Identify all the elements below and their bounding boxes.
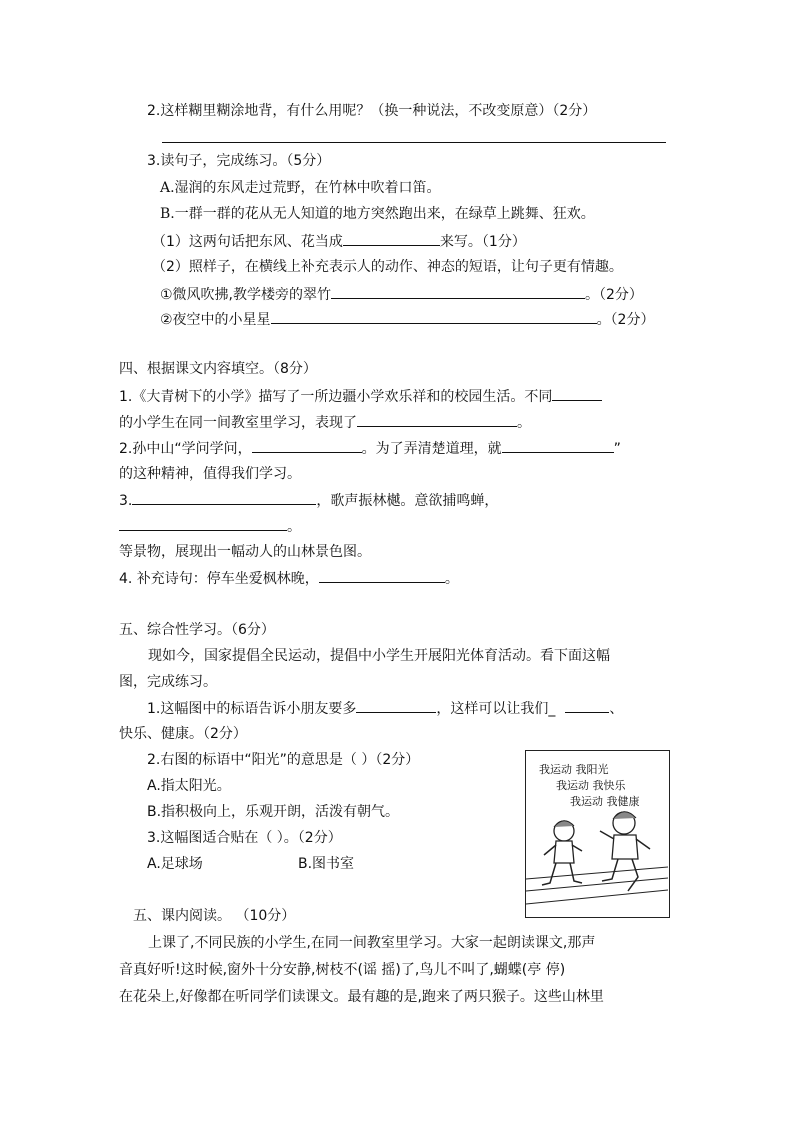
sec4-line3-mid: 。为了弄清楚道理，就	[361, 441, 502, 457]
sec4-line1-blank[interactable]	[552, 386, 602, 401]
sec4-line6-post: 。	[287, 519, 301, 535]
q3-item1-post: 。（2分）	[585, 287, 643, 303]
sports-cartoon	[525, 750, 670, 918]
sec6-para-line2: 音真好听!这时候,窗外十分安静,树枝不(谣 摇)了,鸟儿不叫了,蝴蝶(亭 停)	[119, 962, 566, 978]
q3-item2-blank[interactable]	[271, 309, 597, 324]
cartoon-slogan-3: 我运动 我健康	[570, 795, 640, 808]
sec5-q1-mid: ，这样可以让我们_	[436, 701, 556, 717]
sec4-line2-blank[interactable]	[357, 412, 517, 427]
sec5-q1-blank2[interactable]	[565, 698, 609, 713]
q3-sentence-b: B.一群一群的花从无人知道的地方突然跑出来，在绿草上跳舞、狂欢。	[160, 206, 595, 222]
sec4-line2	[119, 412, 531, 433]
sec4-line5-pre: 3.	[119, 493, 133, 509]
sec5-intro1: 现如今，国家提倡全民运动，提倡中小学生开展阳光体育活动。看下面这幅	[148, 648, 610, 664]
q3-item1	[160, 284, 643, 305]
cartoon-slogan-1: 我运动 我阳光	[539, 763, 609, 776]
q3-item1-pre: ①微风吹拂,教学楼旁的翠竹	[160, 287, 332, 303]
sec5-q1	[147, 698, 623, 719]
sec4-line3-pre: 2.孙中山“学问学问，	[119, 441, 252, 457]
q3-sub1	[152, 231, 526, 252]
sec5-q1-pre: 1.这幅图中的标语告诉小朋友要多	[147, 701, 357, 717]
q3-sentence-a: A.湿润的东风走过荒野，在竹林中吹着口笛。	[160, 180, 441, 196]
q2-answer-line[interactable]	[162, 142, 666, 143]
sec4-line3-blank2[interactable]	[502, 438, 614, 453]
sec5-intro2: 图，完成练习。	[119, 674, 217, 690]
sec5-q1-blank1[interactable]	[356, 698, 436, 713]
sec4-line8-blank[interactable]	[319, 568, 445, 583]
q3-sub2: （2）照样子，在横线上补充表示人的动作、神态的短语，让句子更有情趣。	[152, 259, 623, 275]
sec4-line2-post: 。	[517, 415, 531, 431]
q2-text: 2.这样糊里糊涂地背，有什么用呢？（换一种说法，不改变原意）（2分）	[147, 103, 597, 119]
running-kids-drawing	[526, 751, 668, 916]
sec5-q1-cont: 快乐、健康。（2分）	[119, 726, 247, 742]
sec4-line3-blank1[interactable]	[252, 438, 362, 453]
sec4-line8-post: 。	[444, 571, 459, 587]
sec5-q2: 2.右图的标语中“阳光”的意思是（ ）（2分）	[147, 752, 420, 768]
q3-title: 3.读句子，完成练习。（5分）	[147, 153, 331, 169]
sec5-q1-post: 、	[609, 701, 624, 717]
sec4-line8	[119, 568, 459, 589]
sec4-line3-post: ”	[613, 441, 621, 457]
sec4-line7: 等景物，展现出一幅动人的山林景色图。	[119, 544, 371, 560]
sec6-para-line1: 上课了,不同民族的小学生,在同一间教室里学习。大家一起朗读课文,那声	[148, 935, 596, 951]
sec5-q2-option-a: A.指太阳光。	[147, 778, 231, 794]
sec5-q3-option-a: A.足球场	[147, 856, 203, 872]
sec5-q3: 3.这幅图适合贴在（ ）。（2分）	[147, 830, 342, 846]
q3-sub1-blank[interactable]	[343, 231, 440, 246]
q3-item2-pre: ②夜空中的小星星	[160, 312, 271, 328]
sec4-line4: 的这种精神，值得我们学习。	[119, 466, 301, 482]
sec5-q2-option-b: B.指积极向上，乐观开朗，活泼有朝气。	[147, 804, 400, 820]
sec4-line3	[119, 438, 621, 459]
sec6-para-line3: 在花朵上,好像都在听同学们读课文。最有趣的是,跑来了两只猴子。这些山林里	[119, 989, 604, 1005]
q3-sub1-pre: （1）这两句话把东风、花当成	[152, 234, 343, 250]
sec5-title: 五、综合性学习。（6分）	[119, 622, 275, 638]
sec4-line6-blank[interactable]	[119, 516, 287, 531]
sec4-line5	[119, 490, 498, 511]
sec4-line5-post: ，歌声振林樾。意欲捕鸣蝉，	[316, 493, 499, 509]
sec6-title: 五、课内阅读。 （10分）	[133, 908, 296, 924]
q3-item2	[160, 309, 654, 330]
sec4-title: 四、根据课文内容填空。（8分）	[119, 361, 317, 377]
sec4-line5-blank[interactable]	[132, 490, 316, 505]
sec4-line6	[119, 516, 301, 537]
cartoon-slogan-2: 我运动 我快乐	[556, 779, 626, 792]
q3-item1-blank[interactable]	[331, 284, 585, 299]
sec4-line1	[119, 386, 602, 407]
sec4-line8-pre: 4. 补充诗句：停车坐爱枫林晚，	[119, 571, 319, 587]
sec5-q3-option-b: B.图书室	[298, 856, 355, 872]
sec4-line2-pre: 的小学生在同一间教室里学习，表现了	[119, 415, 357, 431]
sec4-line1-text: 1.《大青树下的小学》描写了一所边疆小学欢乐祥和的校园生活。不同	[119, 389, 553, 405]
q3-sub1-post: 来写。（1分）	[439, 234, 526, 250]
q3-item2-post: 。（2分）	[596, 312, 655, 328]
